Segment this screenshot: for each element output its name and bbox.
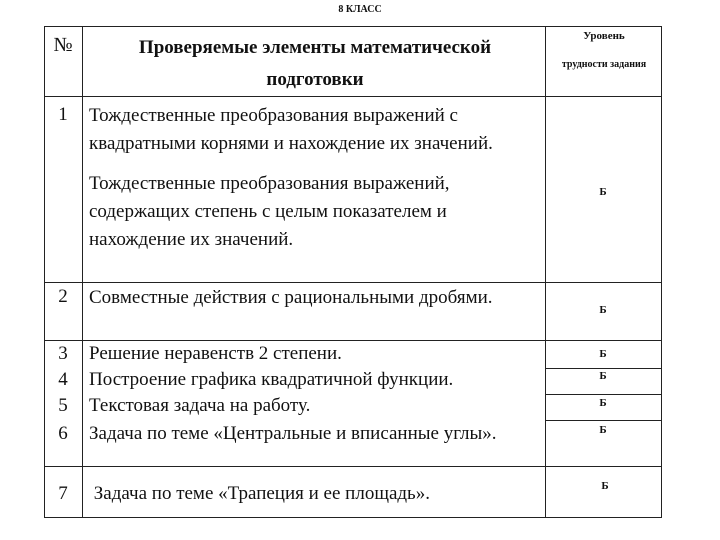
row-divider <box>545 420 662 421</box>
row-number: 2 <box>58 286 68 307</box>
row-number: 4 <box>58 369 68 390</box>
row-level: Б <box>601 480 609 492</box>
row-divider <box>44 466 662 467</box>
row-divider <box>545 394 662 395</box>
row-level: Б <box>599 424 607 436</box>
header-elements: Проверяемые элементы математической подготовки <box>138 37 492 90</box>
column-divider-number <box>82 26 83 518</box>
row-text: Тождественные преобразования выражений с квадратными корнями и нахождение их значений. <box>89 105 493 154</box>
column-divider-level <box>545 26 546 518</box>
row-text: Текстовая задача на работу. <box>89 395 311 416</box>
row-level: Б <box>599 370 607 382</box>
row-number: 6 <box>58 423 68 444</box>
header-level-line1: Уровень <box>583 30 625 42</box>
row-level: Б <box>599 348 607 360</box>
row-number: 5 <box>58 395 68 416</box>
row-text: Задача по теме «Центральные и вписанные углы». <box>89 423 497 444</box>
row-number: 1 <box>58 104 68 125</box>
row-text: Построение графика квадратичной функции. <box>89 369 454 390</box>
row-number: 7 <box>58 483 68 504</box>
row-level: Б <box>599 186 607 198</box>
row-number: 3 <box>58 343 68 364</box>
header-divider <box>44 96 662 97</box>
row-level: Б <box>599 397 607 409</box>
row-text: Задача по теме «Трапеция и ее площадь». <box>89 483 430 504</box>
row-level: Б <box>599 304 607 316</box>
header-number: № <box>53 34 73 56</box>
row-text: Совместные действия с рациональными дробями. <box>89 287 493 308</box>
row-text: Решение неравенств 2 степени. <box>89 343 342 364</box>
class-heading: 8 КЛАСС <box>338 4 382 15</box>
row-text: Тождественные преобразования выражений, содержащих степень с целым показателем и нахождение их значений. <box>89 173 450 250</box>
header-level-line2: трудности задания <box>561 59 647 70</box>
